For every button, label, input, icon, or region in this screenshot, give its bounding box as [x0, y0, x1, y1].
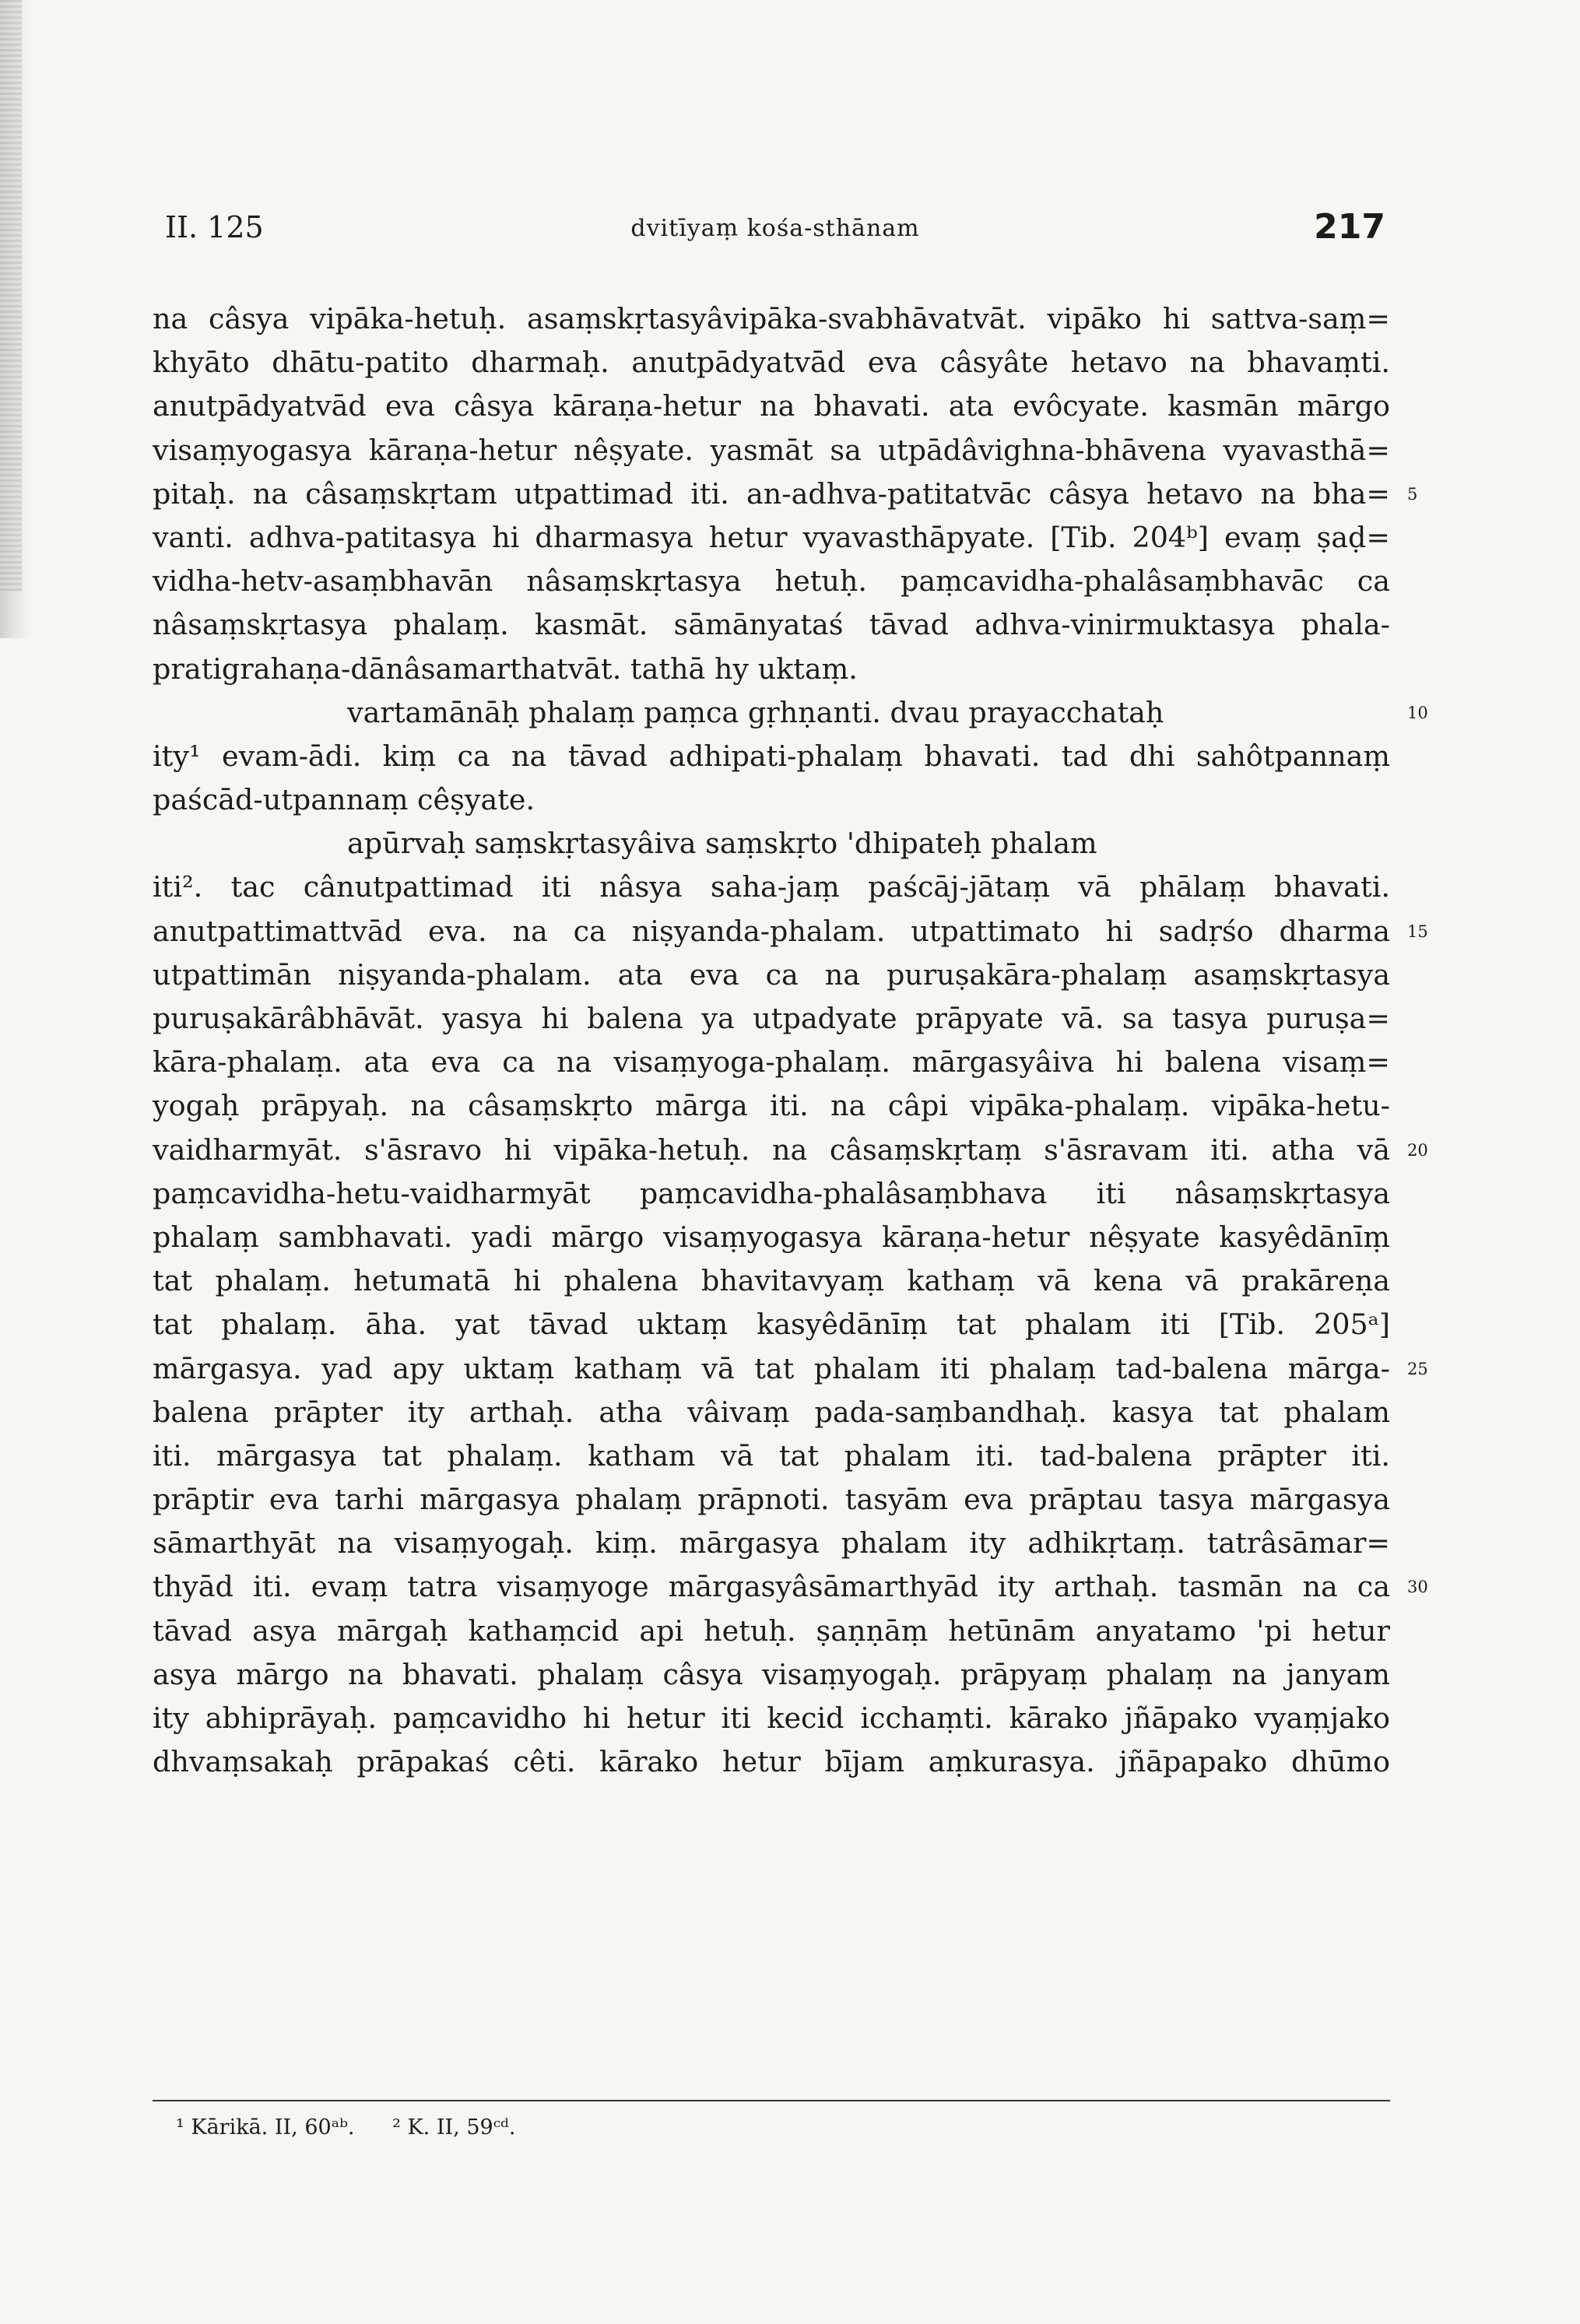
text-line: asya mārgo na bhavati. phalaṃ câsya visaṃyogaḥ. prāpyaṃ phalaṃ na janyam — [153, 1657, 1390, 1691]
text-line: tāvad asya mārgaḥ kathaṃcid api hetuḥ. ṣaṇṇāṃ hetūnām anyatamo 'pi hetur — [153, 1613, 1390, 1648]
line-number: 5 — [1407, 484, 1418, 504]
text-line: balena prāpter ity arthaḥ. atha vâivaṃ pada-saṃbandhaḥ. kasya tat phalam — [153, 1395, 1390, 1429]
text-line: tat phalaṃ. āha. yat tāvad uktaṃ kasyêdānīṃ tat phalam iti [Tib. 205ᵃ] — [153, 1308, 1390, 1342]
text-line: na câsya vipāka-hetuḥ. asaṃskṛtasyâvipāka-svabhāvatvāt. vipāko hi sattva-saṃ= — [153, 302, 1390, 335]
text-line: prāptir eva tarhi mārgasya phalaṃ prāpnoti. tasyām eva prāptau tasya mārgasya — [153, 1483, 1390, 1517]
text-line-content: vaidharmyāt. s'āsravo hi vipāka-hetuḥ. na câsaṃskṛtaṃ s'āsravam iti. atha vā — [153, 1132, 1390, 1167]
text-line: utpattimān niṣyanda-phalam. ata eva ca na puruṣakāra-phalaṃ asaṃskṛtasya — [153, 957, 1390, 992]
text-line-content: thyād iti. evaṃ tatra visaṃyoge mārgasyâsāmarthyād ity arthaḥ. tasmān na ca — [153, 1570, 1390, 1604]
section-reference: II. 125 — [165, 210, 264, 244]
line-number: 25 — [1407, 1359, 1428, 1378]
text-line: sāmarthyāt na visaṃyogaḥ. kiṃ. mārgasya phalam ity adhikṛtaṃ. tatrâsāmar= — [153, 1526, 1390, 1560]
text-line: vanti. adhva-patitasya hi dharmasya hetur vyavasthāpyate. [Tib. 204ᵇ] evaṃ ṣaḍ= — [153, 520, 1390, 554]
text-line: vidha-hetv-asaṃbhavān nâsaṃskṛtasya hetuḥ. paṃcavidha-phalâsaṃbhavāc ca — [153, 564, 1390, 599]
running-title: dvitīyaṃ kośa-sthānam — [630, 215, 920, 242]
page-spine-shadow — [0, 0, 31, 638]
text-line: khyāto dhātu-patito dharmaḥ. anutpādyatvād eva câsyâte hetavo na bhavaṃti. — [153, 346, 1390, 380]
line-number: 30 — [1407, 1578, 1428, 1597]
text-line-content: mārgasya. yad apy uktaṃ kathaṃ vā tat phalam iti phalaṃ tad-balena mārga- — [153, 1351, 1390, 1385]
line-number: 15 — [1407, 922, 1428, 941]
line-number: 20 — [1407, 1140, 1428, 1160]
text-line: visaṃyogasya kāraṇa-hetur nêṣyate. yasmāt sa utpādâvighna-bhāvena vyavasthā= — [153, 433, 1390, 467]
text-line: ity abhiprāyaḥ. paṃcavidho hi hetur iti kecid icchaṃti. kārako jñāpako vyaṃjako — [153, 1701, 1390, 1735]
text-line: dhvaṃsakaḥ prāpakaś cêti. kārako hetur bījam aṃkurasya. jñāpapako dhūmo — [153, 1745, 1390, 1779]
main-text — [153, 297, 1428, 1784]
text-line: anutpādyatvād eva câsya kāraṇa-hetur na bhavati. ata evôcyate. kasmān mārgo — [153, 389, 1390, 423]
page-number: 217 — [1314, 207, 1385, 247]
footnote-divider — [153, 2100, 1390, 2101]
text-line: nâsaṃskṛtasya phalaṃ. kasmāt. sāmānyataś tāvad adhva-vinirmuktasya phala- — [153, 608, 1390, 642]
text-line: paṃcavidha-hetu-vaidharmyāt paṃcavidha-phalâsaṃbhava iti nâsaṃskṛtasya — [153, 1176, 1390, 1210]
text-line: iti. mārgasya tat phalaṃ. katham vā tat phalam iti. tad-balena prāpter iti. — [153, 1438, 1390, 1473]
text-line: pratigrahaṇa-dānâsamarthatvāt. tathā hy uktaṃ. — [153, 651, 858, 686]
text-line — [153, 472, 1418, 516]
text-line — [153, 1129, 1428, 1172]
text-line: iti². tac cânutpattimad iti nâsya saha-jaṃ paścāj-jātaṃ vā phālaṃ bhavati. — [153, 870, 1390, 904]
text-line: phalaṃ sambhavati. yadi mārgo visaṃyogasya kāraṇa-hetur nêṣyate kasyêdānīṃ — [153, 1220, 1390, 1254]
line-number: 10 — [1407, 703, 1428, 722]
footnote-2: ² K. II, 59ᶜᵈ. — [392, 2115, 516, 2140]
text-line: ity¹ evam-ādi. kiṃ ca na tāvad adhipati-phalaṃ bhavati. tad dhi sahôtpannaṃ — [153, 739, 1390, 773]
text-line-content: anutpattimattvād eva. na ca niṣyanda-phalam. utpattimato hi sadṛśo dharma — [153, 914, 1390, 948]
text-line: tat phalaṃ. hetumatā hi phalena bhavitavyaṃ kathaṃ vā kena vā prakāreṇa — [153, 1264, 1390, 1298]
text-line: yogaḥ prāpyaḥ. na câsaṃskṛto mārga iti. na câpi vipāka-phalaṃ. vipāka-hetu- — [153, 1089, 1390, 1123]
page-header — [165, 207, 1385, 257]
binding-edge — [0, 0, 22, 592]
footnotes — [176, 2115, 546, 2140]
text-line: paścād-utpannaṃ cêṣyate. — [153, 783, 535, 817]
text-line-content: pitaḥ. na câsaṃskṛtam utpattimad iti. an-adhva-patitatvāc câsya hetavo na bha= — [153, 476, 1390, 511]
verse-text: vartamānāḥ phalaṃ paṃca gṛhṇanti. dvau prayacchataḥ — [347, 695, 1164, 729]
text-line — [153, 910, 1428, 953]
footnote-1: ¹ Kārikā. II, 60ᵃᵇ. — [176, 2115, 355, 2140]
verse-line — [153, 691, 1428, 735]
verse-line: apūrvaḥ saṃskṛtasyâiva saṃskṛto 'dhipateḥ phalam — [347, 827, 1097, 861]
text-line — [153, 1565, 1428, 1609]
text-line — [153, 1347, 1428, 1391]
text-line: kāra-phalaṃ. ata eva ca na visaṃyoga-phalaṃ. mārgasyâiva hi balena visaṃ= — [153, 1045, 1390, 1080]
text-line: puruṣakārâbhāvāt. yasya hi balena ya utpadyate prāpyate vā. sa tasya puruṣa= — [153, 1002, 1390, 1035]
